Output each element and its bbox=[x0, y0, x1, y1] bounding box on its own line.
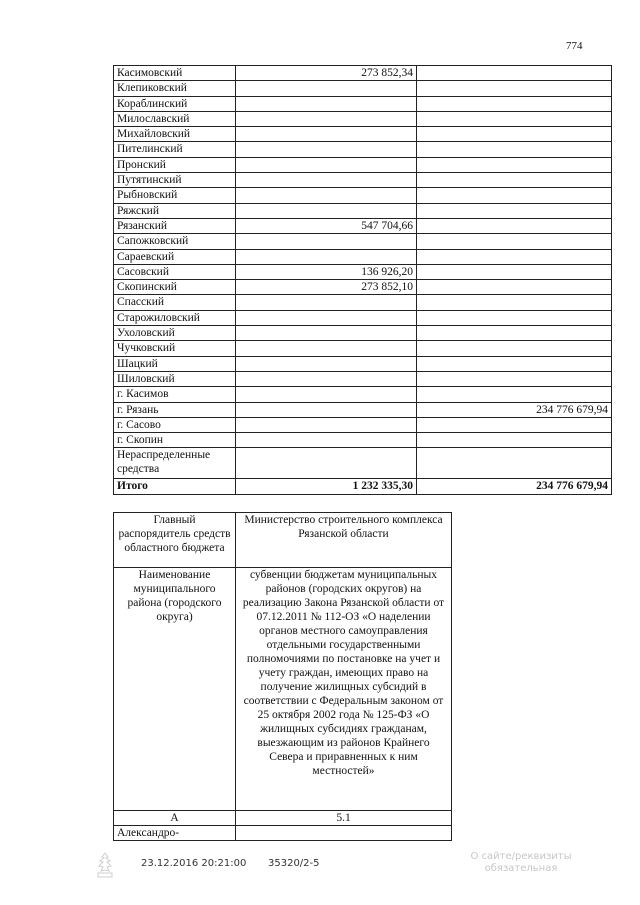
table-row bbox=[114, 157, 612, 172]
table-row bbox=[114, 402, 612, 417]
district-name: Шиловский bbox=[114, 371, 236, 386]
amount-cell bbox=[236, 111, 417, 126]
amount-cell bbox=[417, 295, 612, 310]
amount-cell bbox=[236, 433, 417, 448]
amount-cell: 273 852,34 bbox=[236, 66, 417, 81]
district-name: Сапожковский bbox=[114, 234, 236, 249]
table-row bbox=[114, 81, 612, 96]
amount-cell: 136 926,20 bbox=[236, 264, 417, 279]
table-row bbox=[114, 310, 612, 325]
main-manager-label: Главный распорядитель средств областного бюджета bbox=[114, 513, 236, 568]
table-row bbox=[114, 218, 612, 233]
amount-cell: 234 776 679,94 bbox=[417, 402, 612, 417]
table-row bbox=[114, 341, 612, 356]
amount-cell bbox=[417, 387, 612, 402]
amount-cell bbox=[417, 173, 612, 188]
table-row bbox=[114, 371, 612, 386]
district-amounts-table bbox=[113, 65, 612, 495]
page-number: 774 bbox=[566, 40, 583, 52]
column-a-label: А bbox=[114, 811, 236, 826]
district-name: г. Рязань bbox=[114, 402, 236, 417]
table-row bbox=[114, 326, 612, 341]
description-row bbox=[114, 568, 452, 811]
amount-cell bbox=[417, 326, 612, 341]
district-name: Спасский bbox=[114, 295, 236, 310]
amount-cell bbox=[417, 371, 612, 386]
table-row bbox=[114, 417, 612, 432]
watermark-line-2: обязательная bbox=[484, 863, 558, 874]
amount-cell: 234 776 679,94 bbox=[417, 479, 612, 494]
amount-cell bbox=[236, 127, 417, 142]
district-name: Касимовский bbox=[114, 66, 236, 81]
district-name: Пронский bbox=[114, 157, 236, 172]
amount-cell bbox=[417, 111, 612, 126]
table-row bbox=[114, 280, 612, 295]
subvention-header-table bbox=[113, 512, 452, 841]
district-name: Итого bbox=[114, 479, 236, 494]
district-name: Рыбновский bbox=[114, 188, 236, 203]
table-row bbox=[114, 127, 612, 142]
amount-cell bbox=[236, 249, 417, 264]
table-row bbox=[114, 433, 612, 448]
amount-cell bbox=[236, 387, 417, 402]
table-row bbox=[114, 173, 612, 188]
table-row bbox=[114, 295, 612, 310]
amount-cell bbox=[236, 173, 417, 188]
district-name: Ряжский bbox=[114, 203, 236, 218]
amount-cell bbox=[236, 96, 417, 111]
district-name: Пителинский bbox=[114, 142, 236, 157]
table-row bbox=[114, 448, 612, 479]
district-name: Милославский bbox=[114, 111, 236, 126]
coat-of-arms-icon bbox=[94, 851, 116, 881]
amount-cell bbox=[417, 188, 612, 203]
table-row bbox=[114, 249, 612, 264]
total-row bbox=[114, 479, 612, 494]
amount-cell bbox=[236, 448, 417, 479]
district-name: Старожиловский bbox=[114, 310, 236, 325]
table-row bbox=[114, 66, 612, 81]
district-name: Путятинский bbox=[114, 173, 236, 188]
district-name: Сараевский bbox=[114, 249, 236, 264]
amount-cell bbox=[417, 356, 612, 371]
district-name: Нераспределенные средства bbox=[114, 448, 236, 479]
amount-cell bbox=[417, 310, 612, 325]
table-row bbox=[114, 387, 612, 402]
district-name: Рязанский bbox=[114, 218, 236, 233]
amount-cell bbox=[236, 142, 417, 157]
amount-cell bbox=[417, 96, 612, 111]
table-row bbox=[114, 203, 612, 218]
district-name: Скопинский bbox=[114, 280, 236, 295]
footer-datetime: 23.12.2016 20:21:00 bbox=[141, 858, 247, 869]
amount-cell bbox=[417, 81, 612, 96]
amount-cell bbox=[236, 326, 417, 341]
ministry-row bbox=[114, 513, 452, 568]
amount-cell bbox=[236, 295, 417, 310]
amount-cell bbox=[236, 341, 417, 356]
amount-cell bbox=[236, 188, 417, 203]
table-row bbox=[114, 96, 612, 111]
amount-cell bbox=[417, 264, 612, 279]
amount-cell bbox=[236, 417, 417, 432]
table-row bbox=[114, 188, 612, 203]
amount-cell bbox=[417, 234, 612, 249]
column-index-row bbox=[114, 811, 452, 826]
district-name: г. Скопин bbox=[114, 433, 236, 448]
district-amounts-body bbox=[114, 66, 612, 495]
amount-cell bbox=[417, 218, 612, 233]
amount-cell bbox=[236, 234, 417, 249]
district-name: Ухоловский bbox=[114, 326, 236, 341]
table-row bbox=[114, 264, 612, 279]
district-name-label: Наименование муниципального района (городского округа) bbox=[114, 568, 236, 811]
district-name: Сасовский bbox=[114, 264, 236, 279]
amount-cell bbox=[236, 203, 417, 218]
amount-cell bbox=[236, 371, 417, 386]
district-name: Шацкий bbox=[114, 356, 236, 371]
amount-cell bbox=[236, 310, 417, 325]
amount-cell: 273 852,10 bbox=[236, 280, 417, 295]
district-name: г. Касимов bbox=[114, 387, 236, 402]
watermark-line-1: О сайте/реквизиты bbox=[470, 851, 572, 862]
district-name: г. Сасово bbox=[114, 417, 236, 432]
amount-cell bbox=[417, 280, 612, 295]
amount-cell bbox=[236, 356, 417, 371]
district-name: Михайловский bbox=[114, 127, 236, 142]
amount-cell bbox=[417, 203, 612, 218]
amount-cell bbox=[417, 249, 612, 264]
amount-cell bbox=[236, 826, 452, 841]
amount-cell bbox=[417, 127, 612, 142]
amount-cell: 1 232 335,30 bbox=[236, 479, 417, 494]
amount-cell bbox=[417, 417, 612, 432]
district-name: Клепиковский bbox=[114, 81, 236, 96]
ministry-name: Министерство строительного комплекса Рязанской области bbox=[236, 513, 452, 568]
amount-cell bbox=[417, 157, 612, 172]
table-row bbox=[114, 142, 612, 157]
table-row bbox=[114, 826, 452, 841]
district-name: Александро- bbox=[114, 826, 236, 841]
amount-cell: 547 704,66 bbox=[236, 218, 417, 233]
column-5-1-label: 5.1 bbox=[236, 811, 452, 826]
district-name: Кораблинский bbox=[114, 96, 236, 111]
amount-cell bbox=[417, 66, 612, 81]
amount-cell bbox=[236, 81, 417, 96]
table-row bbox=[114, 111, 612, 126]
amount-cell bbox=[417, 341, 612, 356]
amount-cell bbox=[417, 142, 612, 157]
table-row bbox=[114, 356, 612, 371]
subvention-description: субвенции бюджетам муниципальных районов (городских округов) на реализацию Закона Рязанской области от 07.12.2011 № 112-ОЗ «О наделении органов местного самоуправления отдельными государственными полномочиями по постановке на учет и учету граждан, имеющих право на получение жилищных субсидий в соответствии с Федеральным законом от 25 октября 2002 года № 125-ФЗ «О жилищных субсидиях гражданам, выезжающим из районов Крайнего Севера и приравненных к ним местностей» bbox=[236, 568, 452, 811]
amount-cell bbox=[417, 433, 612, 448]
footer-doc-id: 35320/2-5 bbox=[268, 858, 320, 869]
amount-cell bbox=[236, 157, 417, 172]
amount-cell bbox=[417, 448, 612, 479]
watermark-stamp bbox=[446, 851, 596, 875]
table-row bbox=[114, 234, 612, 249]
district-name: Чучковский bbox=[114, 341, 236, 356]
amount-cell bbox=[236, 402, 417, 417]
